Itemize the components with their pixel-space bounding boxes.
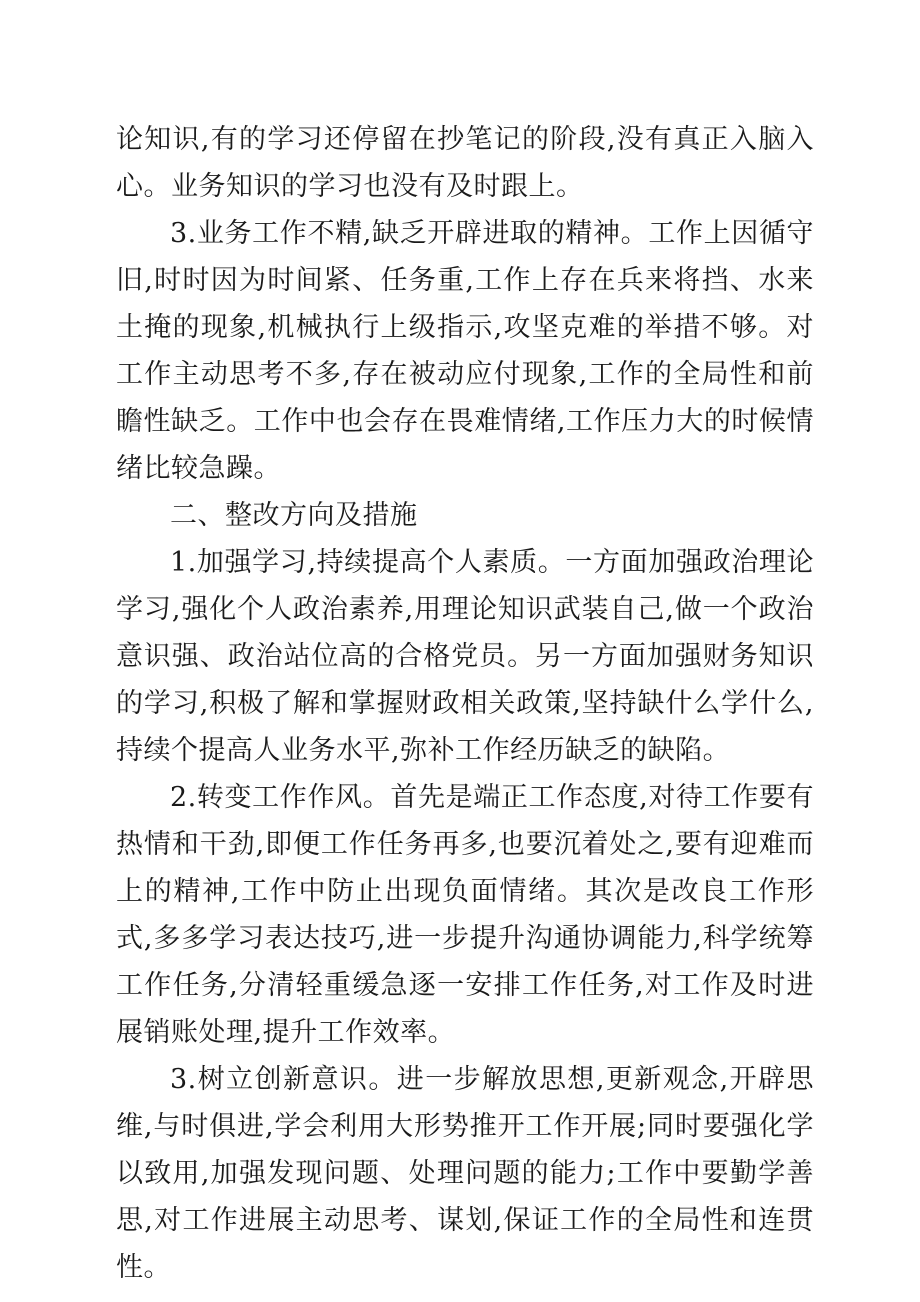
paragraph-1: 论知识,有的学习还停留在抄笔记的阶段,没有真正入脑入心。业务知识的学习也没有及时跟上。	[116, 124, 814, 202]
section-heading: 二、整改方向及措施	[170, 500, 418, 531]
paragraph-4: 2.转变工作作风。首先是端正工作态度,对待工作要有热情和干劲,即便工作任务再多,也要沉着处之,要有迎难而上的精神,工作中防止出现负面情绪。其次是改良工作形式,多多学习表达技巧,进一步提升沟通协调能力,科学统筹工作任务,分清轻重缓急逐一安排工作任务,对工作及时进展销账处理,提升工作效率。	[116, 782, 814, 1048]
paragraph-3: 1.加强学习,持续提高个人素质。一方面加强政治理论学习,强化个人政治素养,用理论知识武装自己,做一个政治意识强、政治站位高的合格党员。另一方面加强财务知识的学习,积极了解和掌握财政相关政策,坚持缺什么学什么,持续个提高人业务水平,弥补工作经历缺乏的缺陷。	[116, 547, 814, 766]
paragraph-5: 3.树立创新意识。进一步解放思想,更新观念,开辟思维,与时俱进,学会利用大形势推开工作开展;同时要强化学以致用,加强发现问题、处理问题的能力;工作中要勤学善思,对工作进展主动思考、谋划,保证工作的全局性和连贯性。	[116, 1064, 814, 1283]
document-body	[116, 116, 814, 1291]
paragraph-2: 3.业务工作不精,缺乏开辟进取的精神。工作上因循守旧,时时因为时间紧、任务重,工作上存在兵来将挡、水来土掩的现象,机械执行上级指示,攻坚克难的举措不够。对工作主动思考不多,存在被动应付现象,工作的全局性和前瞻性缺乏。工作中也会存在畏难情绪,工作压力大的时候情绪比较急躁。	[116, 218, 814, 484]
